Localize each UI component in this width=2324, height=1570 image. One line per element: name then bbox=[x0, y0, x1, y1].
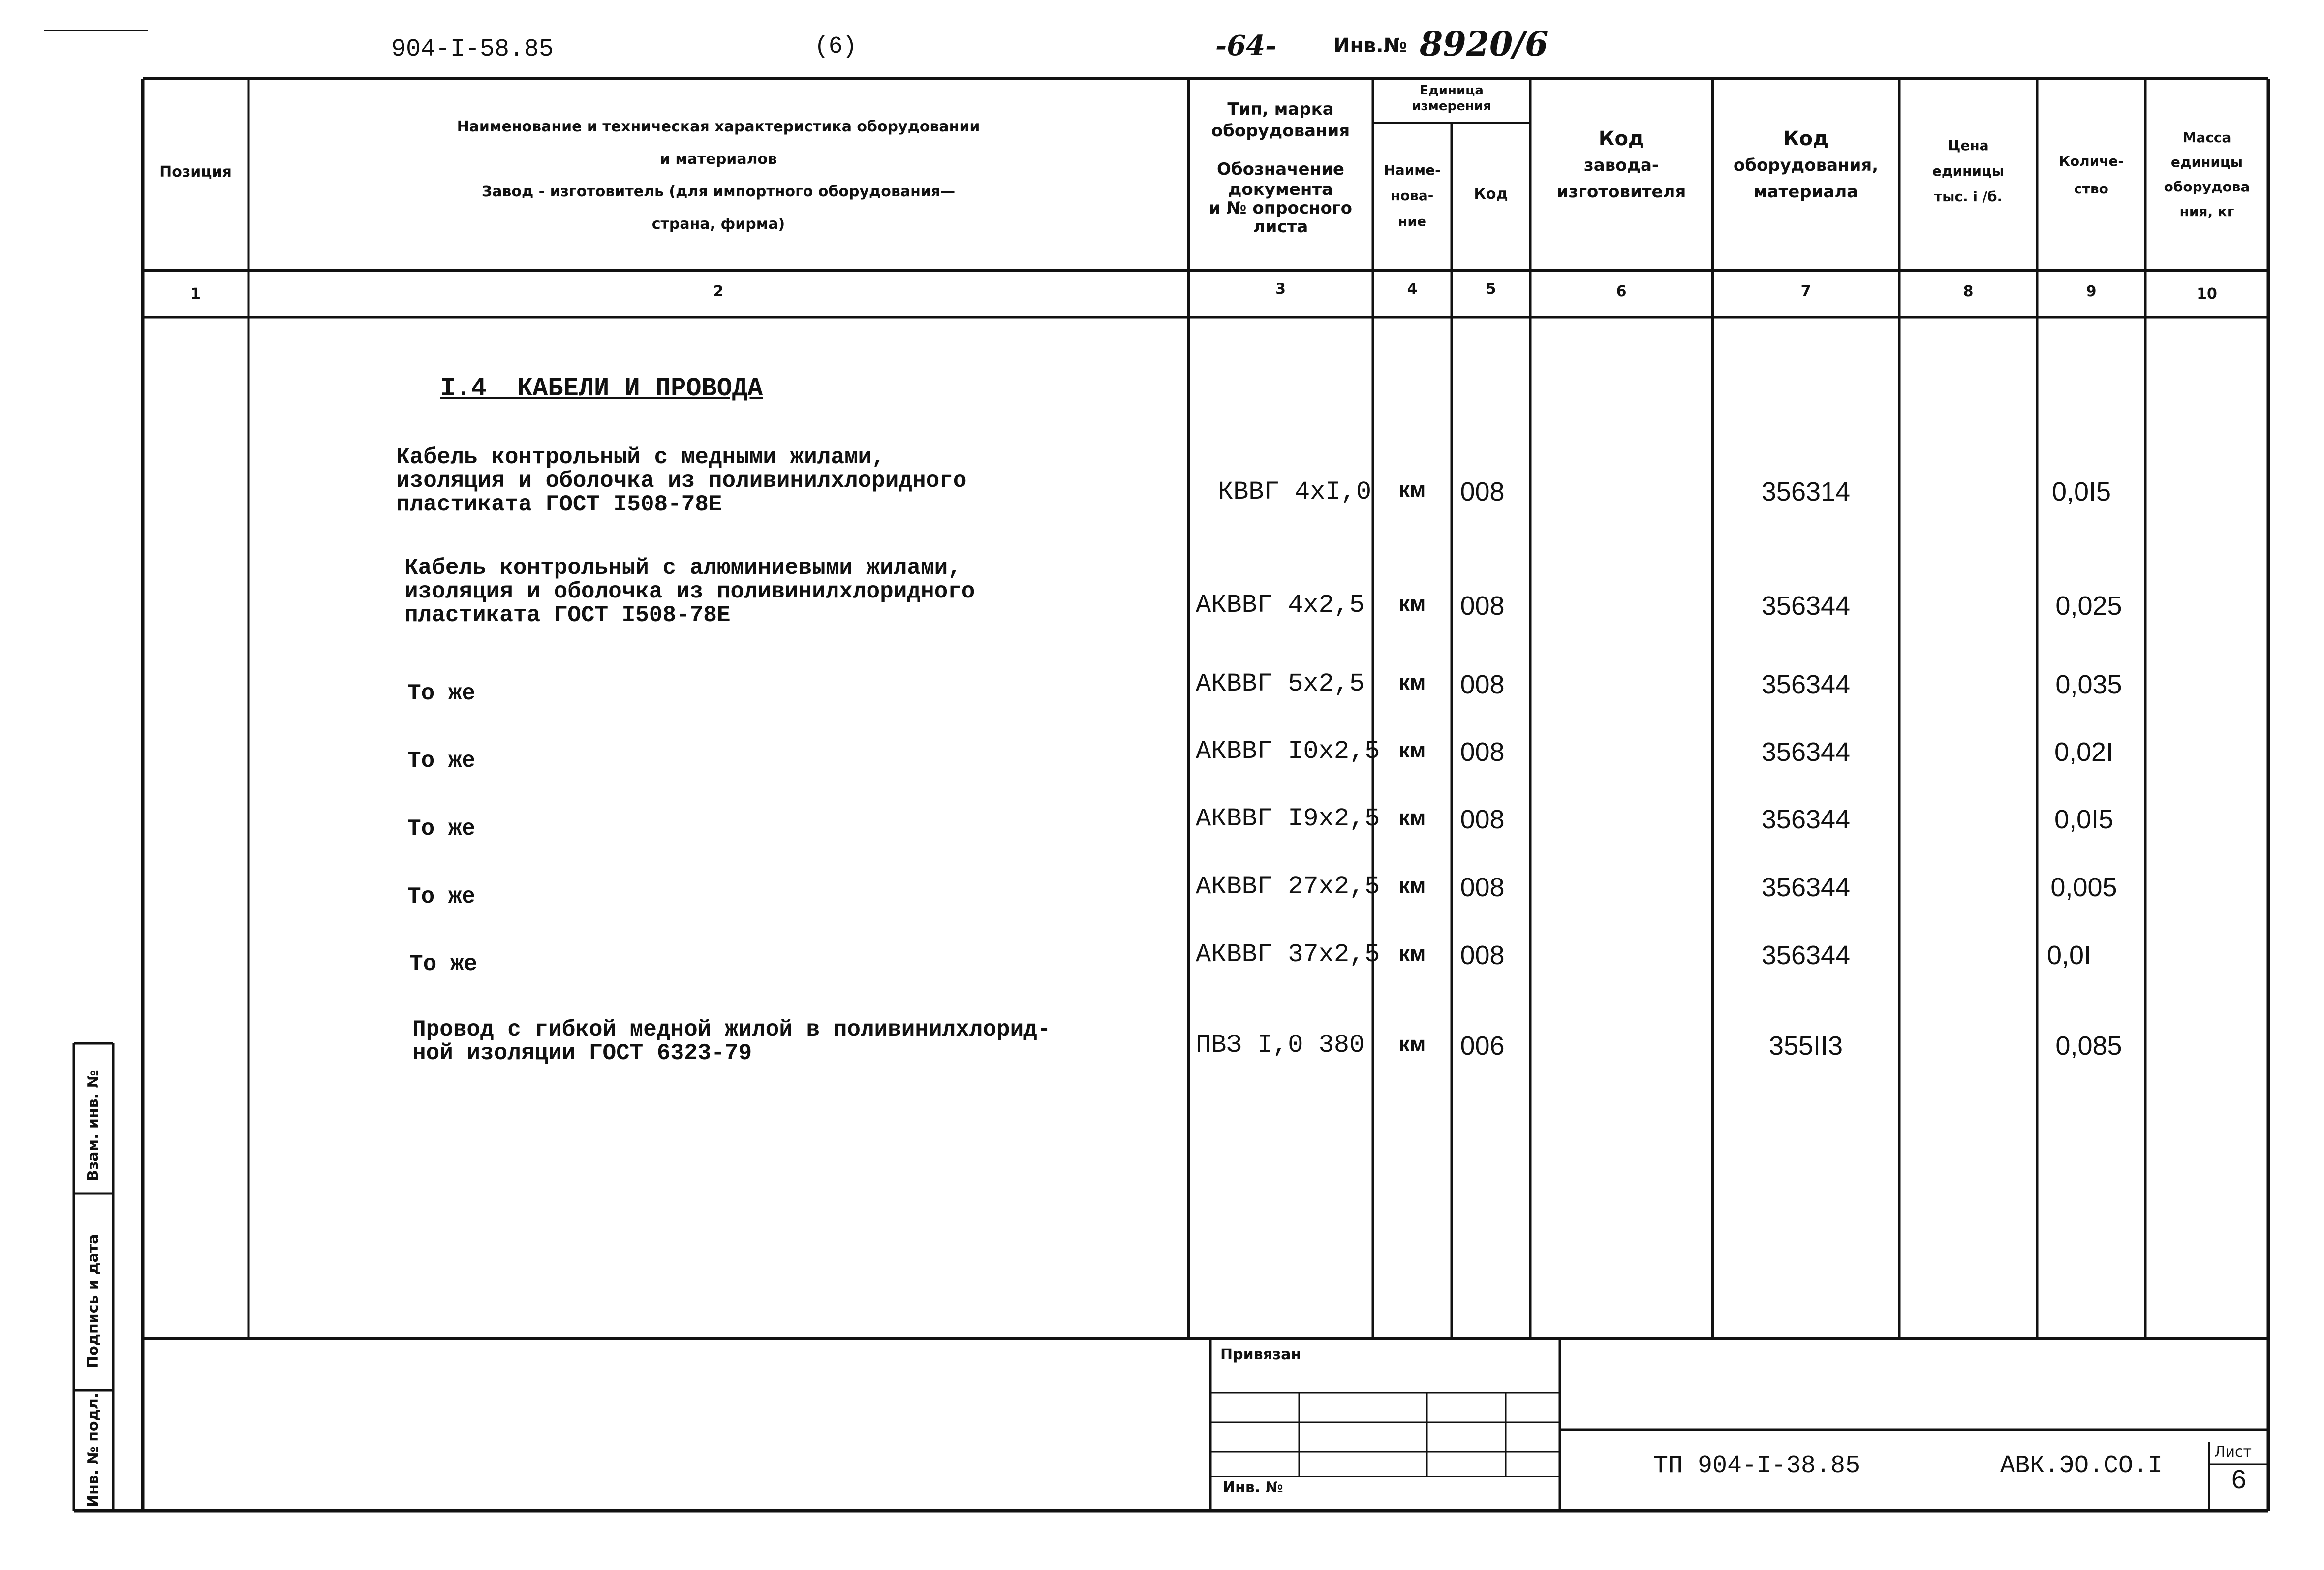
column-number: 6 bbox=[1616, 283, 1627, 300]
table-row-material-code: 356314 bbox=[1761, 477, 1851, 506]
table-row-unit: км bbox=[1398, 942, 1426, 966]
inv-label: Инв.№ bbox=[1333, 34, 1407, 57]
inv-number: 8920/6 bbox=[1420, 25, 1549, 64]
header-unit-group: Единица измерения bbox=[1412, 83, 1491, 114]
header-material-code: Код оборудования, материала bbox=[1733, 127, 1879, 202]
section-title: I.4 КАБЕЛИ И ПРОВОДА bbox=[440, 374, 763, 403]
table-row-type: ПВЗ I,0 380 bbox=[1196, 1031, 1365, 1060]
column-number: 7 bbox=[1800, 283, 1811, 300]
side-label-vzam: Взам. инв. № bbox=[85, 1070, 102, 1181]
column-number: 1 bbox=[190, 285, 201, 303]
column-number: 4 bbox=[1407, 281, 1418, 298]
sheet-number: 6 bbox=[2231, 1465, 2247, 1494]
table-row-unit: км bbox=[1398, 592, 1426, 616]
table-row-unit: км bbox=[1398, 874, 1426, 898]
column-number: 8 bbox=[1963, 283, 1974, 300]
doc-code: ТП 904-I-38.85 bbox=[1653, 1452, 1860, 1480]
table-row-code: 008 bbox=[1460, 805, 1505, 834]
side-label-signature: Подпись и дата bbox=[85, 1234, 102, 1368]
table-row-quantity: 0,005 bbox=[2050, 873, 2117, 902]
table-row-type: АКВВГ I9х2,5 bbox=[1196, 804, 1380, 833]
table-row-material-code: 356344 bbox=[1761, 805, 1851, 834]
doc-number: 904-I-58.85 bbox=[391, 35, 554, 63]
header-type: Тип, марка оборудования Обозначение документа и № опросного листа bbox=[1208, 99, 1353, 237]
table-row-unit: км bbox=[1398, 738, 1426, 762]
header-price: Цена единицы тыс. і /б. bbox=[1932, 137, 2005, 205]
table-row-code: 006 bbox=[1460, 1031, 1505, 1061]
table-row-quantity: 0,02I bbox=[2054, 737, 2114, 767]
table-row-material-code: 356344 bbox=[1761, 591, 1851, 621]
table-row-unit: км bbox=[1398, 806, 1426, 830]
table-row-description: То же bbox=[409, 951, 478, 977]
table-row-unit: км bbox=[1398, 1032, 1426, 1056]
table-row-quantity: 0,0I5 bbox=[2051, 477, 2111, 506]
table-row-unit: км bbox=[1398, 670, 1426, 694]
column-number: 9 bbox=[2086, 283, 2097, 300]
table-row-quantity: 0,025 bbox=[2055, 591, 2122, 621]
table-row-type: АКВВГ 37х2,5 bbox=[1196, 940, 1380, 969]
header-unit-name: Наиме- нова- ние bbox=[1384, 162, 1441, 229]
table-row-quantity: 0,085 bbox=[2055, 1031, 2122, 1061]
table-row-type: АКВВГ 5х2,5 bbox=[1196, 669, 1365, 698]
table-row-quantity: 0,0I5 bbox=[2054, 805, 2114, 834]
header-name: Наименование и техническая характеристика оборудовании и материалов Завод - изготовитель (для импортного оборудования— страна, фирма) bbox=[457, 118, 980, 233]
table-row-description: То же bbox=[407, 681, 476, 706]
table-row-type: АКВВГ 27х2,5 bbox=[1196, 872, 1380, 901]
header-factory-code: Код завода- изготовителя bbox=[1556, 127, 1686, 202]
table-row-material-code: 355II3 bbox=[1768, 1031, 1843, 1061]
table-row-type: КВВГ 4хI,0 bbox=[1218, 477, 1372, 506]
table-row-code: 008 bbox=[1460, 873, 1505, 902]
table-row-material-code: 356344 bbox=[1761, 941, 1851, 970]
sheet-code: АВК.ЭО.СО.I bbox=[2000, 1452, 2163, 1480]
inv-no-label: Инв. № bbox=[1223, 1479, 1283, 1496]
table-row-code: 008 bbox=[1460, 591, 1505, 621]
table-row-code: 008 bbox=[1460, 941, 1505, 970]
table-row-description: То же bbox=[407, 748, 476, 774]
sheet-label: Лист bbox=[2214, 1444, 2252, 1461]
table-row-description: То же bbox=[407, 884, 476, 910]
table-row-description: То же bbox=[407, 816, 476, 842]
table-row-material-code: 356344 bbox=[1761, 670, 1851, 699]
sheet-in-parens: (6) bbox=[814, 33, 857, 60]
column-number: 3 bbox=[1275, 281, 1286, 298]
page-mark: -64- bbox=[1215, 30, 1277, 62]
column-number: 10 bbox=[2197, 285, 2217, 303]
table-row-description: Кабель контрольный с алюминиевыми жилами, изоляция и оболочка из поливинилхлоридного пластиката ГОСТ I508-78Е bbox=[404, 555, 975, 628]
table-row-type: АКВВГ I0х2,5 bbox=[1196, 737, 1380, 766]
table-row-description: Провод с гибкой медной жилой в поливинилхлорид- ной изоляции ГОСТ 6323-79 bbox=[412, 1017, 1051, 1066]
header-mass: Масса единицы оборудова ния, кг bbox=[2164, 129, 2250, 220]
table-row-code: 008 bbox=[1460, 737, 1505, 767]
table-row-quantity: 0,0I bbox=[2046, 941, 2092, 970]
privyazan-label: Привязан bbox=[1220, 1346, 1301, 1363]
table-row-quantity: 0,035 bbox=[2055, 670, 2122, 699]
header-quantity: Количе- ство bbox=[2058, 153, 2124, 197]
header-unit-code: Код bbox=[1474, 186, 1508, 203]
column-number: 5 bbox=[1486, 281, 1496, 298]
table-row-code: 008 bbox=[1460, 670, 1505, 699]
table-row-description: Кабель контрольный с медными жилами, изоляция и оболочка из поливинилхлоридного пластиката ГОСТ I508-78Е bbox=[396, 444, 967, 517]
header-position: Позиция bbox=[159, 163, 232, 181]
table-row-material-code: 356344 bbox=[1761, 873, 1851, 902]
table-row-material-code: 356344 bbox=[1761, 737, 1851, 767]
column-number: 2 bbox=[713, 283, 724, 300]
side-label-inv-podl: Инв. № подл. bbox=[85, 1392, 102, 1507]
table-row-type: АКВВГ 4х2,5 bbox=[1196, 591, 1365, 620]
table-row-code: 008 bbox=[1460, 477, 1505, 506]
table-row-unit: км bbox=[1398, 477, 1426, 502]
